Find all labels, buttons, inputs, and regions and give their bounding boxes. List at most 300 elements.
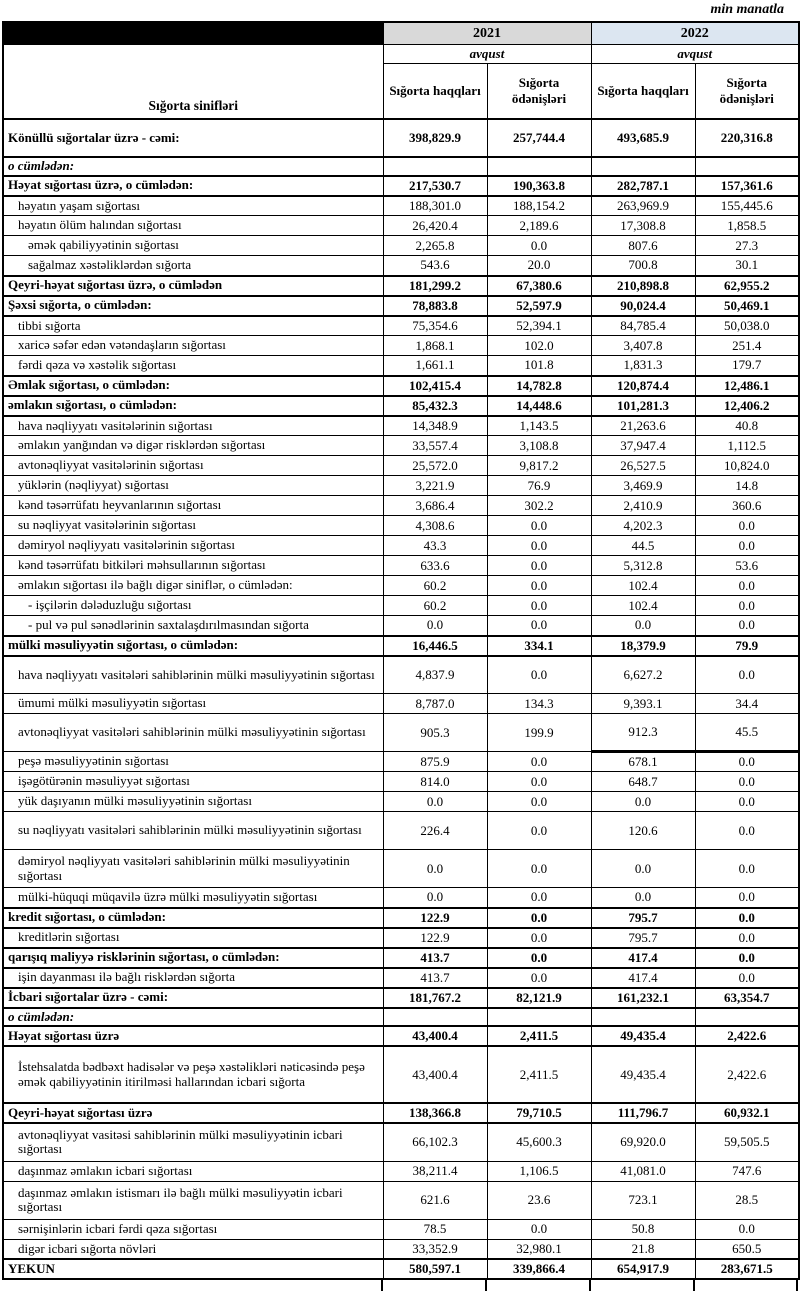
value-cell: 14,782.8 bbox=[487, 376, 591, 396]
col-header-payments-2022: Sığorta ödənişləri bbox=[695, 64, 799, 120]
value-cell: 63,354.7 bbox=[695, 988, 799, 1008]
value-cell: 0.0 bbox=[695, 948, 799, 968]
value-cell: 102.4 bbox=[591, 576, 695, 596]
value-cell: 1,112.5 bbox=[695, 436, 799, 456]
value-cell: 0.0 bbox=[487, 928, 591, 948]
row-label: dəmiryol nəqliyyatı vasitələrinin sığortası bbox=[3, 536, 383, 556]
value-cell: 157,361.6 bbox=[695, 176, 799, 196]
value-cell: 53.6 bbox=[695, 556, 799, 576]
value-cell: 621.6 bbox=[383, 1181, 487, 1219]
year-header-2021: 2021 bbox=[383, 22, 591, 45]
table-row bbox=[3, 616, 799, 636]
value-cell: 0.0 bbox=[695, 928, 799, 948]
value-cell: 138,366.8 bbox=[383, 1103, 487, 1123]
value-cell: 723.1 bbox=[591, 1181, 695, 1219]
value-cell: 0.0 bbox=[487, 236, 591, 256]
table-row bbox=[3, 888, 799, 908]
row-label: mülki-hüquqi müqavilə üzrə mülki məsuliyyətin sığortası bbox=[3, 888, 383, 908]
table-row bbox=[3, 376, 799, 396]
value-cell: 0.0 bbox=[695, 616, 799, 636]
value-cell: 747.6 bbox=[695, 1161, 799, 1181]
table-row bbox=[3, 792, 799, 812]
table-body bbox=[3, 119, 799, 1279]
value-cell: 43.3 bbox=[383, 536, 487, 556]
value-cell: 0.0 bbox=[487, 596, 591, 616]
value-cell: 23.6 bbox=[487, 1181, 591, 1219]
value-cell: 12,486.1 bbox=[695, 376, 799, 396]
value-cell: 220,316.8 bbox=[695, 119, 799, 157]
value-cell: 0.0 bbox=[487, 656, 591, 694]
value-cell: 257,744.4 bbox=[487, 119, 591, 157]
row-label: Qeyri-həyat sığortası üzrə, o cümlədən bbox=[3, 276, 383, 296]
value-cell: 79,710.5 bbox=[487, 1103, 591, 1123]
value-cell: 543.6 bbox=[383, 256, 487, 276]
value-cell: 413.7 bbox=[383, 948, 487, 968]
value-cell: 0.0 bbox=[383, 616, 487, 636]
row-label: su nəqliyyatı vasitələri sahiblərinin mülki məsuliyyətinin sığortası bbox=[3, 812, 383, 850]
year-header-row bbox=[3, 22, 799, 45]
value-cell: 43,400.4 bbox=[383, 1046, 487, 1103]
row-label: YEKUN bbox=[3, 1259, 383, 1279]
value-cell: 905.3 bbox=[383, 714, 487, 752]
value-cell: 0.0 bbox=[695, 596, 799, 616]
table-row bbox=[3, 476, 799, 496]
value-cell: 0.0 bbox=[695, 752, 799, 772]
value-cell: 0.0 bbox=[695, 1219, 799, 1239]
value-cell: 49,435.4 bbox=[591, 1026, 695, 1046]
value-cell: 20.0 bbox=[487, 256, 591, 276]
value-cell: 4,308.6 bbox=[383, 516, 487, 536]
value-cell: 4,837.9 bbox=[383, 656, 487, 694]
table-row bbox=[3, 850, 799, 888]
value-cell: 60.2 bbox=[383, 596, 487, 616]
value-cell: 2,265.8 bbox=[383, 236, 487, 256]
value-cell: 807.6 bbox=[591, 236, 695, 256]
value-cell: 120,874.4 bbox=[591, 376, 695, 396]
border-stub bbox=[796, 1280, 798, 1291]
value-cell: 2,422.6 bbox=[695, 1046, 799, 1103]
value-cell: 0.0 bbox=[487, 556, 591, 576]
value-cell: 417.4 bbox=[591, 968, 695, 988]
table-row bbox=[3, 336, 799, 356]
value-cell: 179.7 bbox=[695, 356, 799, 376]
value-cell: 101,281.3 bbox=[591, 396, 695, 416]
value-cell: 0.0 bbox=[487, 576, 591, 596]
value-cell: 21.8 bbox=[591, 1239, 695, 1259]
row-label: - pul və pul sənədlərinin saxtalaşdırılmasından sığorta bbox=[3, 616, 383, 636]
value-cell: 188,154.2 bbox=[487, 196, 591, 216]
value-cell: 0.0 bbox=[695, 968, 799, 988]
table-row bbox=[3, 216, 799, 236]
value-cell: 111,796.7 bbox=[591, 1103, 695, 1123]
table-row bbox=[3, 1239, 799, 1259]
value-cell: 75,354.6 bbox=[383, 316, 487, 336]
table-row bbox=[3, 536, 799, 556]
value-cell: 3,686.4 bbox=[383, 496, 487, 516]
value-cell: 3,469.9 bbox=[591, 476, 695, 496]
value-cell: 282,787.1 bbox=[591, 176, 695, 196]
row-label: kənd təsərrüfatı bitkiləri məhsullarının sığortası bbox=[3, 556, 383, 576]
row-label: - işçilərin dələduzluğu sığortası bbox=[3, 596, 383, 616]
table-row bbox=[3, 1181, 799, 1219]
row-label: fərdi qəza və xəstəlik sığortası bbox=[3, 356, 383, 376]
value-cell: 78,883.8 bbox=[383, 296, 487, 316]
value-cell bbox=[695, 157, 799, 176]
value-cell: 26,527.5 bbox=[591, 456, 695, 476]
value-cell: 0.0 bbox=[487, 772, 591, 792]
value-cell: 9,393.1 bbox=[591, 694, 695, 714]
value-cell: 52,394.1 bbox=[487, 316, 591, 336]
value-cell: 38,211.4 bbox=[383, 1161, 487, 1181]
value-cell: 0.0 bbox=[695, 888, 799, 908]
table-row bbox=[3, 576, 799, 596]
value-cell: 190,363.8 bbox=[487, 176, 591, 196]
value-cell: 1,106.5 bbox=[487, 1161, 591, 1181]
row-label: avtonəqliyyat vasitələrinin sığortası bbox=[3, 456, 383, 476]
row-label: su nəqliyyat vasitələrinin sığortası bbox=[3, 516, 383, 536]
table-row bbox=[3, 556, 799, 576]
row-label: tibbi sığorta bbox=[3, 316, 383, 336]
value-cell: 1,831.3 bbox=[591, 356, 695, 376]
value-cell: 26,420.4 bbox=[383, 216, 487, 236]
value-cell: 2,411.5 bbox=[487, 1046, 591, 1103]
row-header-cell: Sığorta sinifləri bbox=[3, 45, 383, 120]
value-cell: 30.1 bbox=[695, 256, 799, 276]
row-label: əmlakın sığortası, o cümlədən: bbox=[3, 396, 383, 416]
value-cell: 0.0 bbox=[487, 752, 591, 772]
table-row bbox=[3, 356, 799, 376]
border-stub bbox=[693, 1280, 695, 1291]
table-row bbox=[3, 812, 799, 850]
value-cell: 2,410.9 bbox=[591, 496, 695, 516]
value-cell: 69,920.0 bbox=[591, 1123, 695, 1161]
value-cell: 60.2 bbox=[383, 576, 487, 596]
value-cell: 1,661.1 bbox=[383, 356, 487, 376]
value-cell: 45,600.3 bbox=[487, 1123, 591, 1161]
row-label: ümumi mülki məsuliyyətin sığortası bbox=[3, 694, 383, 714]
value-cell: 0.0 bbox=[487, 850, 591, 888]
value-cell: 0.0 bbox=[487, 888, 591, 908]
row-label: qarışıq maliyyə risklərinin sığortası, o cümlədən: bbox=[3, 948, 383, 968]
value-cell: 334.1 bbox=[487, 636, 591, 656]
value-cell: 0.0 bbox=[487, 812, 591, 850]
row-label: Əmlak sığortası, o cümlədən: bbox=[3, 376, 383, 396]
value-cell: 0.0 bbox=[591, 792, 695, 812]
value-cell: 66,102.3 bbox=[383, 1123, 487, 1161]
value-cell: 0.0 bbox=[695, 576, 799, 596]
value-cell: 85,432.3 bbox=[383, 396, 487, 416]
border-stub bbox=[485, 1280, 487, 1291]
value-cell: 0.0 bbox=[383, 792, 487, 812]
value-cell: 10,824.0 bbox=[695, 456, 799, 476]
table-row bbox=[3, 416, 799, 436]
value-cell: 0.0 bbox=[695, 536, 799, 556]
value-cell: 6,627.2 bbox=[591, 656, 695, 694]
value-cell: 251.4 bbox=[695, 336, 799, 356]
table-row bbox=[3, 714, 799, 752]
table-row bbox=[3, 296, 799, 316]
table-row bbox=[3, 988, 799, 1008]
value-cell: 0.0 bbox=[695, 812, 799, 850]
value-cell: 17,308.8 bbox=[591, 216, 695, 236]
row-label: əmlakın sığortası ilə bağlı digər siniflər, o cümlədən: bbox=[3, 576, 383, 596]
row-label: digər icbari sığorta növləri bbox=[3, 1239, 383, 1259]
value-cell: 62,955.2 bbox=[695, 276, 799, 296]
value-cell: 16,446.5 bbox=[383, 636, 487, 656]
value-cell: 188,301.0 bbox=[383, 196, 487, 216]
value-cell: 60,932.1 bbox=[695, 1103, 799, 1123]
value-cell: 417.4 bbox=[591, 948, 695, 968]
value-cell: 0.0 bbox=[487, 516, 591, 536]
value-cell: 678.1 bbox=[591, 752, 695, 772]
value-cell: 493,685.9 bbox=[591, 119, 695, 157]
row-label: Könüllü sığortalar üzrə - cəmi: bbox=[3, 119, 383, 157]
value-cell: 102.0 bbox=[487, 336, 591, 356]
row-label: daşınmaz əmlakın istismarı ilə bağlı mülki məsuliyyətin icbari sığortası bbox=[3, 1181, 383, 1219]
value-cell: 32,980.1 bbox=[487, 1239, 591, 1259]
value-cell: 67,380.6 bbox=[487, 276, 591, 296]
row-label: sərnişinlərin icbari fərdi qəza sığortası bbox=[3, 1219, 383, 1239]
table-row bbox=[3, 596, 799, 616]
value-cell: 43,400.4 bbox=[383, 1026, 487, 1046]
value-cell: 398,829.9 bbox=[383, 119, 487, 157]
value-cell bbox=[591, 157, 695, 176]
table-row bbox=[3, 908, 799, 928]
black-corner-cell bbox=[3, 22, 383, 45]
value-cell: 0.0 bbox=[591, 888, 695, 908]
value-cell: 814.0 bbox=[383, 772, 487, 792]
table-row bbox=[3, 656, 799, 694]
value-cell: 302.2 bbox=[487, 496, 591, 516]
insurance-statistics-table bbox=[2, 21, 800, 1280]
value-cell: 580,597.1 bbox=[383, 1259, 487, 1279]
value-cell: 3,221.9 bbox=[383, 476, 487, 496]
table-row bbox=[3, 236, 799, 256]
table-row bbox=[3, 1046, 799, 1103]
table-row bbox=[3, 968, 799, 988]
value-cell: 3,108.8 bbox=[487, 436, 591, 456]
row-label: peşə məsuliyyətinin sığortası bbox=[3, 752, 383, 772]
row-label: o cümlədən: bbox=[3, 157, 383, 176]
value-cell: 0.0 bbox=[695, 792, 799, 812]
value-cell bbox=[591, 1008, 695, 1027]
value-cell: 21,263.6 bbox=[591, 416, 695, 436]
row-label: həyatın yaşam sığortası bbox=[3, 196, 383, 216]
value-cell: 226.4 bbox=[383, 812, 487, 850]
table-row bbox=[3, 1026, 799, 1046]
value-cell: 122.9 bbox=[383, 928, 487, 948]
col-header-premiums-2021: Sığorta haqqları bbox=[383, 64, 487, 120]
value-cell: 0.0 bbox=[695, 772, 799, 792]
row-label: Qeyri-həyat sığortası üzrə bbox=[3, 1103, 383, 1123]
value-cell: 210,898.8 bbox=[591, 276, 695, 296]
row-label: kredit sığortası, o cümlədən: bbox=[3, 908, 383, 928]
table-row bbox=[3, 636, 799, 656]
value-cell: 50,469.1 bbox=[695, 296, 799, 316]
value-cell: 283,671.5 bbox=[695, 1259, 799, 1279]
value-cell: 654,917.9 bbox=[591, 1259, 695, 1279]
table-row bbox=[3, 119, 799, 157]
row-label: yüklərin (nəqliyyat) sığortası bbox=[3, 476, 383, 496]
row-label: xaricə səfər edən vətəndaşların sığortası bbox=[3, 336, 383, 356]
table-row bbox=[3, 948, 799, 968]
value-cell: 50,038.0 bbox=[695, 316, 799, 336]
value-cell: 1,868.1 bbox=[383, 336, 487, 356]
row-label: həyatın ölüm halından sığortası bbox=[3, 216, 383, 236]
value-cell: 101.8 bbox=[487, 356, 591, 376]
value-cell: 49,435.4 bbox=[591, 1046, 695, 1103]
value-cell: 0.0 bbox=[695, 908, 799, 928]
value-cell: 8,787.0 bbox=[383, 694, 487, 714]
value-cell: 413.7 bbox=[383, 968, 487, 988]
table-row bbox=[3, 276, 799, 296]
value-cell: 0.0 bbox=[487, 948, 591, 968]
value-cell: 181,767.2 bbox=[383, 988, 487, 1008]
value-cell: 0.0 bbox=[487, 968, 591, 988]
value-cell: 0.0 bbox=[591, 616, 695, 636]
value-cell: 102.4 bbox=[591, 596, 695, 616]
value-cell: 79.9 bbox=[695, 636, 799, 656]
value-cell: 263,969.9 bbox=[591, 196, 695, 216]
value-cell: 0.0 bbox=[695, 656, 799, 694]
value-cell: 2,189.6 bbox=[487, 216, 591, 236]
row-label: dəmiryol nəqliyyatı vasitələri sahiblərinin mülki məsuliyyətinin sığortası bbox=[3, 850, 383, 888]
value-cell: 199.9 bbox=[487, 714, 591, 752]
value-cell: 59,505.5 bbox=[695, 1123, 799, 1161]
value-cell: 33,352.9 bbox=[383, 1239, 487, 1259]
row-label: avtonəqliyyat vasitəsi sahiblərinin mülki məsuliyyətinin icbari sığortası bbox=[3, 1123, 383, 1161]
value-cell: 37,947.4 bbox=[591, 436, 695, 456]
value-cell: 0.0 bbox=[487, 536, 591, 556]
table-row bbox=[3, 176, 799, 196]
value-cell: 50.8 bbox=[591, 1219, 695, 1239]
value-cell: 14.8 bbox=[695, 476, 799, 496]
border-stub bbox=[589, 1280, 591, 1291]
table-row bbox=[3, 496, 799, 516]
bottom-border-stubs bbox=[2, 1280, 798, 1291]
value-cell: 9,817.2 bbox=[487, 456, 591, 476]
table-row bbox=[3, 752, 799, 772]
row-label: yük daşıyanın mülki məsuliyyətinin sığortası bbox=[3, 792, 383, 812]
value-cell: 1,143.5 bbox=[487, 416, 591, 436]
value-cell: 648.7 bbox=[591, 772, 695, 792]
row-label: Şəxsi sığorta, o cümlədən: bbox=[3, 296, 383, 316]
table-row bbox=[3, 516, 799, 536]
table-row bbox=[3, 1161, 799, 1181]
value-cell: 339,866.4 bbox=[487, 1259, 591, 1279]
value-cell: 134.3 bbox=[487, 694, 591, 714]
value-cell: 0.0 bbox=[487, 1219, 591, 1239]
row-label: Həyat sığortası üzrə, o cümlədən: bbox=[3, 176, 383, 196]
value-cell: 78.5 bbox=[383, 1219, 487, 1239]
table-row bbox=[3, 1123, 799, 1161]
row-label: avtonəqliyyat vasitələri sahiblərinin mülki məsuliyyətinin sığortası bbox=[3, 714, 383, 752]
value-cell: 0.0 bbox=[383, 888, 487, 908]
row-label: mülki məsuliyyətin sığortası, o cümlədən: bbox=[3, 636, 383, 656]
value-cell: 4,202.3 bbox=[591, 516, 695, 536]
value-cell: 161,232.1 bbox=[591, 988, 695, 1008]
value-cell: 875.9 bbox=[383, 752, 487, 772]
value-cell: 102,415.4 bbox=[383, 376, 487, 396]
value-cell: 12,406.2 bbox=[695, 396, 799, 416]
value-cell: 14,348.9 bbox=[383, 416, 487, 436]
value-cell: 2,422.6 bbox=[695, 1026, 799, 1046]
year-header-2022: 2022 bbox=[591, 22, 799, 45]
table-row bbox=[3, 196, 799, 216]
table-row bbox=[3, 928, 799, 948]
value-cell: 1,858.5 bbox=[695, 216, 799, 236]
value-cell: 76.9 bbox=[487, 476, 591, 496]
value-cell: 795.7 bbox=[591, 928, 695, 948]
row-label: əmlakın yanğından və digər risklərdən sığortası bbox=[3, 436, 383, 456]
table-row bbox=[3, 694, 799, 714]
col-header-payments-2021: Sığorta ödənişləri bbox=[487, 64, 591, 120]
value-cell: 84,785.4 bbox=[591, 316, 695, 336]
row-label: o cümlədən: bbox=[3, 1008, 383, 1027]
value-cell: 0.0 bbox=[487, 616, 591, 636]
value-cell: 0.0 bbox=[695, 850, 799, 888]
value-cell: 795.7 bbox=[591, 908, 695, 928]
value-cell: 912.3 bbox=[591, 714, 695, 752]
row-label: İcbari sığortalar üzrə - cəmi: bbox=[3, 988, 383, 1008]
value-cell: 34.4 bbox=[695, 694, 799, 714]
value-cell bbox=[695, 1008, 799, 1027]
table-row bbox=[3, 1259, 799, 1279]
row-label: işəgötürənin məsuliyyət sığortası bbox=[3, 772, 383, 792]
period-header-2021: avqust bbox=[383, 45, 591, 64]
value-cell: 0.0 bbox=[487, 908, 591, 928]
value-cell: 650.5 bbox=[695, 1239, 799, 1259]
value-cell: 3,407.8 bbox=[591, 336, 695, 356]
value-cell: 44.5 bbox=[591, 536, 695, 556]
value-cell: 2,411.5 bbox=[487, 1026, 591, 1046]
row-label: Həyat sığortası üzrə bbox=[3, 1026, 383, 1046]
row-label: daşınmaz əmlakın icbari sığortası bbox=[3, 1161, 383, 1181]
row-label: hava nəqliyyatı vasitələri sahiblərinin mülki məsuliyyətinin sığortası bbox=[3, 656, 383, 694]
value-cell: 181,299.2 bbox=[383, 276, 487, 296]
period-header-2022: avqust bbox=[591, 45, 799, 64]
table-row bbox=[3, 436, 799, 456]
table-row bbox=[3, 456, 799, 476]
value-cell: 52,597.9 bbox=[487, 296, 591, 316]
value-cell: 360.6 bbox=[695, 496, 799, 516]
value-cell: 217,530.7 bbox=[383, 176, 487, 196]
value-cell: 5,312.8 bbox=[591, 556, 695, 576]
value-cell: 33,557.4 bbox=[383, 436, 487, 456]
value-cell: 700.8 bbox=[591, 256, 695, 276]
value-cell: 90,024.4 bbox=[591, 296, 695, 316]
table-row bbox=[3, 1008, 799, 1027]
value-cell: 40.8 bbox=[695, 416, 799, 436]
table-row bbox=[3, 772, 799, 792]
value-cell: 25,572.0 bbox=[383, 456, 487, 476]
value-cell: 28.5 bbox=[695, 1181, 799, 1219]
col-header-premiums-2022: Sığorta haqqları bbox=[591, 64, 695, 120]
value-cell bbox=[487, 1008, 591, 1027]
row-label: İstehsalatda bədbəxt hadisələr və peşə xəstəlikləri nəticəsində peşə əmək qabiliyyətinin itirilməsi hallarından icbari sığorta bbox=[3, 1046, 383, 1103]
value-cell: 0.0 bbox=[383, 850, 487, 888]
row-label: hava nəqliyyatı vasitələrinin sığortası bbox=[3, 416, 383, 436]
value-cell: 14,448.6 bbox=[487, 396, 591, 416]
value-cell: 0.0 bbox=[591, 850, 695, 888]
table-row bbox=[3, 1219, 799, 1239]
border-stub bbox=[381, 1280, 383, 1291]
value-cell: 45.5 bbox=[695, 714, 799, 752]
value-cell bbox=[487, 157, 591, 176]
row-label: kreditlərin sığortası bbox=[3, 928, 383, 948]
value-cell: 18,379.9 bbox=[591, 636, 695, 656]
row-label: əmək qabiliyyətinin sığortası bbox=[3, 236, 383, 256]
